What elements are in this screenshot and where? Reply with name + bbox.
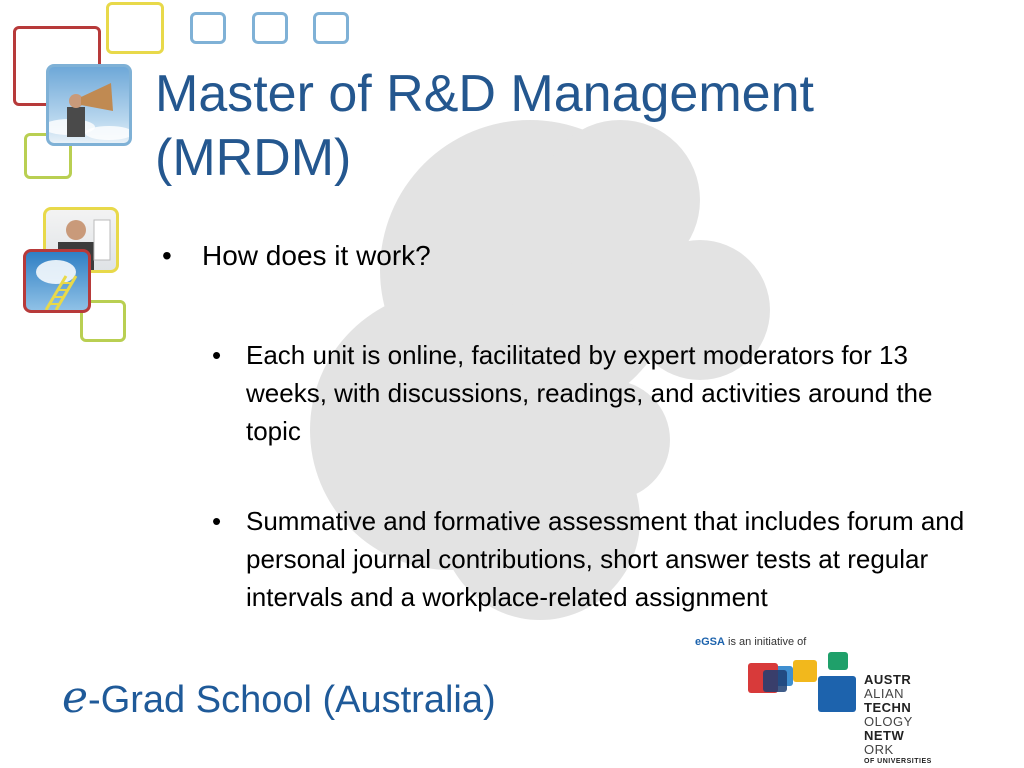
atn-logo-square-blue-large	[818, 676, 856, 712]
deco-square-blue-1	[190, 12, 226, 44]
sub-bullet-1-text: Each unit is online, facilitated by expert moderators for 13 weeks, with discussions, readings, and activities around the topic	[246, 340, 933, 446]
megaphone-photo	[46, 64, 132, 146]
brand-e: e	[62, 672, 89, 723]
egsa-label: eGSA	[695, 636, 725, 648]
atn-logo-square-navy	[763, 670, 787, 692]
egsa-initiative-text: is an initiative of	[724, 636, 807, 648]
atn-line-3: NETW ORK	[864, 728, 905, 757]
atn-line-2: TECHN OLOGY	[864, 700, 913, 729]
atn-line-1: AUSTR ALIAN	[864, 672, 912, 701]
bullet-dot: •	[162, 240, 172, 271]
sub-bullet-2-text: Summative and formative assessment that includes forum and personal journal contributions, short answer tests at regular intervals and a workplace-related assignment	[246, 506, 965, 612]
deco-square-yellow	[106, 2, 164, 54]
bullet-dot: •	[212, 340, 222, 370]
atn-logo-text	[864, 673, 932, 766]
deco-square-blue-2	[252, 12, 288, 44]
egsa-initiative-note	[695, 636, 806, 648]
title-line-1: Master of R&D Management	[155, 65, 814, 123]
bullet-dot: •	[212, 506, 222, 536]
ladder-sky-photo	[23, 249, 91, 313]
atn-line-4: OF UNIVERSITIES	[864, 758, 932, 765]
atn-logo-square-yellow	[793, 660, 817, 682]
slide-title	[155, 62, 955, 190]
bullet-main-text: How does it work?	[202, 240, 431, 271]
atn-logo-square-green	[828, 652, 848, 670]
brand-name: -Grad School (Australia)	[88, 679, 496, 721]
egrad-school-logo	[62, 672, 496, 723]
title-line-2: (MRDM)	[155, 129, 352, 187]
deco-square-blue-3	[313, 12, 349, 44]
